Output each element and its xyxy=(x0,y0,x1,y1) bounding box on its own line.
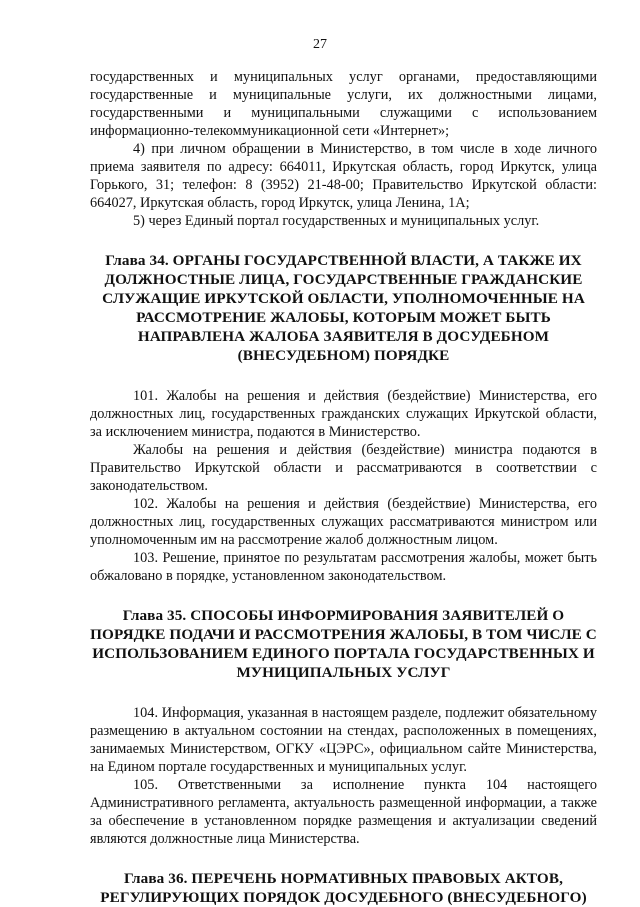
paragraph-105: 105. Ответственными за исполнение пункта 104 настоящего Административного регламента, актуальность размещенной информации, а также за обеспечение в установленном порядке размещения и актуализации сведений являются должностные лица Министерства. xyxy=(90,777,597,847)
paragraph-item-4: 4) при личном обращении в Министерство, в том числе в ходе личного приема заявителя по адресу: 664011, Иркутская область, город Иркутск, улица Горького, 31; телефон: 8 (3952) 21-48-00; Правительство Иркутской области: 664027, Иркутская область, город Иркутск, улица Ленина, 1А; xyxy=(90,141,597,211)
paragraph-104: 104. Информация, указанная в настоящем разделе, подлежит обязательному размещению в актуальном состоянии на стендах, расположенных в помещениях, занимаемых Министерством, ОГКУ «ЦЭРС», официальном сайте Министерства, на Едином портале государственных и муниципальных услуг. xyxy=(90,705,597,775)
paragraph-102: 102. Жалобы на решения и действия (бездействие) Министерства, его должностных лиц, государственных служащих рассматриваются министром или уполномоченным им на рассмотрение жалоб должностным лицом. xyxy=(90,496,597,548)
paragraph-103: 103. Решение, принятое по результатам рассмотрения жалобы, может быть обжаловано в порядке, установленном законодательством. xyxy=(90,550,597,584)
paragraph-101: 101. Жалобы на решения и действия (бездействие) Министерства, его должностных лиц, государственных гражданских служащих Иркутской области, за исключением министра, подаются в Министерство. xyxy=(90,388,597,440)
paragraph-item-5: 5) через Единый портал государственных и муниципальных услуг. xyxy=(133,213,540,229)
chapter-35-heading: Глава 35. СПОСОБЫ ИНФОРМИРОВАНИЯ ЗАЯВИТЕЛЕЙ О ПОРЯДКЕ ПОДАЧИ И РАССМОТРЕНИЯ ЖАЛОБЫ, В ТОМ ЧИСЛЕ С ИСПОЛЬЗОВАНИЕМ ЕДИНОГО ПОРТАЛА ГОСУДАРСТВЕННЫХ И МУНИЦИПАЛЬНЫХ УСЛУГ xyxy=(90,607,597,681)
paragraph-intro-continuation: государственных и муниципальных услуг органами, предоставляющими государственные и муниципальные услуги, их должностными лицами, государственными и муниципальными служащими с использованием информационно-телекоммуникационной сети «Интернет»; xyxy=(90,69,597,139)
page-number: 27 xyxy=(313,37,327,52)
chapter-34-heading: Глава 34. ОРГАНЫ ГОСУДАРСТВЕННОЙ ВЛАСТИ, А ТАКЖЕ ИХ ДОЛЖНОСТНЫЕ ЛИЦА, ГОСУДАРСТВЕННЫЕ ГРАЖДАНСКИЕ СЛУЖАЩИЕ ИРКУТСКОЙ ОБЛАСТИ, УПОЛНОМОЧЕННЫЕ НА РАССМОТРЕНИЕ ЖАЛОБЫ, КОТОРЫМ МОЖЕТ БЫТЬ НАПРАВЛЕНА ЖАЛОБА ЗАЯВИТЕЛЯ В ДОСУДЕБНОМ (ВНЕСУДЕБНОМ) ПОРЯДКЕ xyxy=(102,252,585,364)
chapter-36-heading: Глава 36. ПЕРЕЧЕНЬ НОРМАТИВНЫХ ПРАВОВЫХ АКТОВ, РЕГУЛИРУЮЩИХ ПОРЯДОК ДОСУДЕБНОГО (ВНЕСУДЕБНОГО) xyxy=(100,870,587,906)
document-body xyxy=(90,68,597,907)
paragraph-101-minister: Жалобы на решения и действия (бездействие) министра подаются в Правительство Иркутской области и рассматриваются в соответствии с законодательством. xyxy=(90,442,597,494)
